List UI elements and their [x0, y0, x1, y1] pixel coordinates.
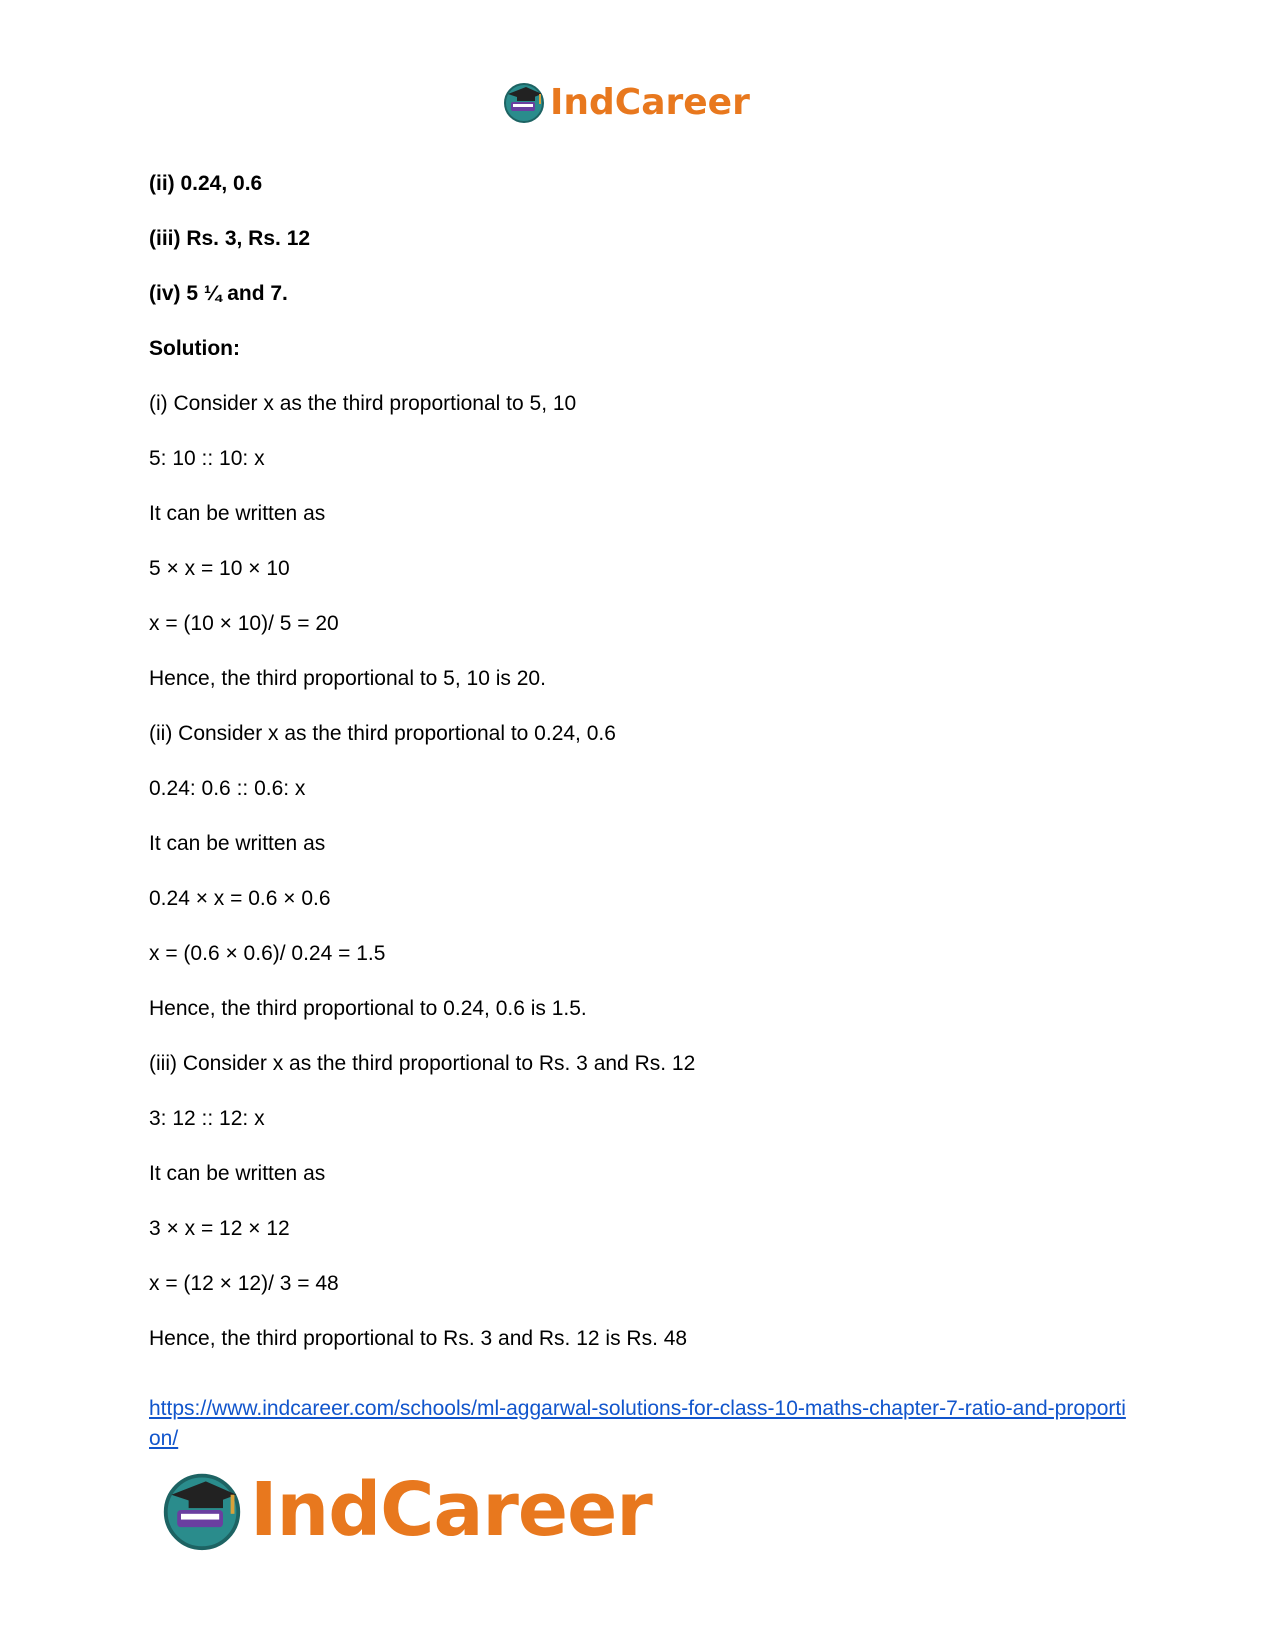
header-logo: [502, 78, 750, 126]
text-line: Hence, the third proportional to 5, 10 is 20.: [149, 667, 546, 690]
document-body: [149, 172, 1139, 1382]
graduation-cap-globe-icon: [160, 1468, 244, 1552]
text-line: Hence, the third proportional to Rs. 3 and Rs. 12 is Rs. 48: [149, 1327, 688, 1350]
text-line: x = (0.6 × 0.6)/ 0.24 = 1.5: [149, 942, 386, 965]
text-line: (ii) 0.24, 0.6: [149, 172, 263, 195]
text-line: x = (10 × 10)/ 5 = 20: [149, 612, 339, 635]
text-line: It can be written as: [149, 1162, 326, 1185]
text-line: 5 × x = 10 × 10: [149, 557, 290, 580]
text-line: (iv) 5 ¼ and 7.: [149, 282, 288, 305]
text-line: (iii) Consider x as the third proportional to Rs. 3 and Rs. 12: [149, 1052, 696, 1075]
text-line: Solution:: [149, 337, 240, 360]
text-line: 0.24: 0.6 :: 0.6: x: [149, 777, 306, 800]
text-line: (iii) Rs. 3, Rs. 12: [149, 227, 311, 250]
text-line: (ii) Consider x as the third proportional to 0.24, 0.6: [149, 722, 616, 745]
text-line: 3: 12 :: 12: x: [149, 1107, 265, 1130]
text-line: (i) Consider x as the third proportional to 5, 10: [149, 392, 577, 415]
graduation-cap-globe-icon: [502, 80, 546, 124]
footer-logo-text: IndCareer: [250, 1467, 652, 1553]
text-line: It can be written as: [149, 832, 326, 855]
text-line: x = (12 × 12)/ 3 = 48: [149, 1272, 339, 1295]
text-line: It can be written as: [149, 502, 326, 525]
source-link[interactable]: https://www.indcareer.com/schools/ml-aggarwal-solutions-for-class-10-maths-chapter-7-ratio-and-proportion/: [149, 1397, 1126, 1450]
text-line: 0.24 × x = 0.6 × 0.6: [149, 887, 331, 910]
header-logo-text: IndCareer: [550, 81, 750, 123]
text-line: 3 × x = 12 × 12: [149, 1217, 290, 1240]
text-line: Hence, the third proportional to 0.24, 0.6 is 1.5.: [149, 997, 587, 1020]
text-line: 5: 10 :: 10: x: [149, 447, 265, 470]
footer-logo: [160, 1462, 652, 1558]
